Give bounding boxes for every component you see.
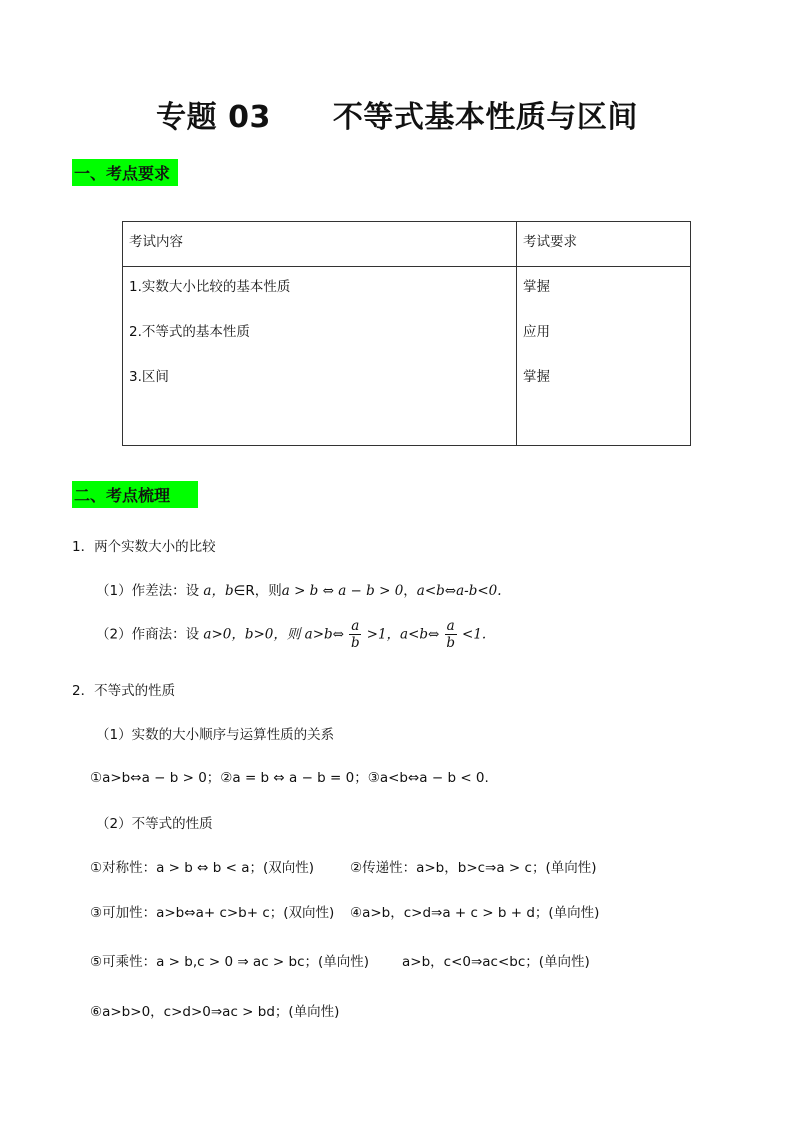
fraction — [349, 618, 361, 651]
property-transitivity: ②传递性：a>b，b>c⇒a > c；(单向性) — [350, 860, 597, 876]
table-cell: 掌握 — [523, 279, 550, 295]
table-header-requirement: 考试要求 — [517, 222, 691, 267]
table-cell-requirements — [517, 267, 691, 446]
inequality-properties-heading: （2）不等式的性质 — [96, 816, 213, 832]
table-header-content: 考试内容 — [123, 222, 517, 267]
text: （2）作商法：设 — [96, 626, 204, 643]
requirements-table — [122, 221, 691, 446]
table-cell: 1.实数大小比较的基本性质 — [129, 279, 291, 295]
table-cell: 掌握 — [523, 369, 550, 385]
table-cell-contents — [123, 267, 517, 446]
order-operation-heading: （1）实数的大小顺序与运算性质的关系 — [96, 727, 335, 743]
table-row — [123, 267, 691, 446]
section-heading-review: 二、考点梳理 — [72, 481, 198, 508]
math: a>0，b>0，则 a>b⇔ — [203, 626, 344, 643]
quotient-method-line — [96, 618, 486, 651]
fraction-denominator: b — [351, 635, 360, 651]
fraction-denominator: b — [446, 635, 456, 651]
math: a，b — [203, 583, 234, 599]
fraction-numerator: a — [446, 618, 455, 634]
property-additivity: ③可加性：a>b⇔a+ c>b+ c；(双向性) — [90, 905, 335, 921]
text: ， — [403, 583, 417, 599]
table-header-row — [123, 222, 691, 267]
order-operation-line: ①a>b⇔a − b > 0；②a = b ⇔ a − b = 0；③a<b⇔a − b < 0. — [90, 770, 489, 786]
table-cell: 应用 — [523, 324, 550, 340]
table-cell: 3.区间 — [129, 369, 169, 385]
subheading-comparison: 1．两个实数大小的比较 — [72, 539, 216, 555]
page-title — [0, 92, 794, 136]
text: ∈R，则 — [233, 583, 282, 599]
property-symmetry: ①对称性：a > b ⇔ b < a；(双向性) — [90, 860, 315, 876]
math: a > b ⇔ a − b > 0 — [281, 583, 404, 599]
difference-method-line — [96, 579, 502, 599]
math: >1，a<b⇔ — [362, 626, 440, 643]
fraction — [445, 618, 457, 651]
property-multiplicativity: ⑤可乘性：a > b,c > 0 ⇒ ac > bc；(单向性) — [90, 954, 370, 970]
section-heading-requirements: 一、考点要求 — [72, 159, 178, 186]
title-topic-number: 专题 03 — [156, 100, 271, 135]
property-multiply-positive: ⑥a>b>0，c>d>0⇒ac > bd；(单向性) — [90, 1004, 340, 1020]
text: （1）作差法：设 — [96, 583, 204, 599]
property-add-inequalities: ④a>b，c>d⇒a + c > b + d；(单向性) — [350, 905, 600, 921]
table-cell: 2.不等式的基本性质 — [129, 324, 250, 340]
subheading-properties: 2．不等式的性质 — [72, 683, 176, 699]
property-multiply-negative: a>b，c<0⇒ac<bc；(单向性) — [402, 954, 590, 970]
title-topic-name: 不等式基本性质与区间 — [332, 100, 638, 135]
math: <1. — [457, 626, 487, 643]
math: a<b⇔a-b<0. — [416, 583, 502, 599]
fraction-numerator: a — [351, 618, 360, 634]
